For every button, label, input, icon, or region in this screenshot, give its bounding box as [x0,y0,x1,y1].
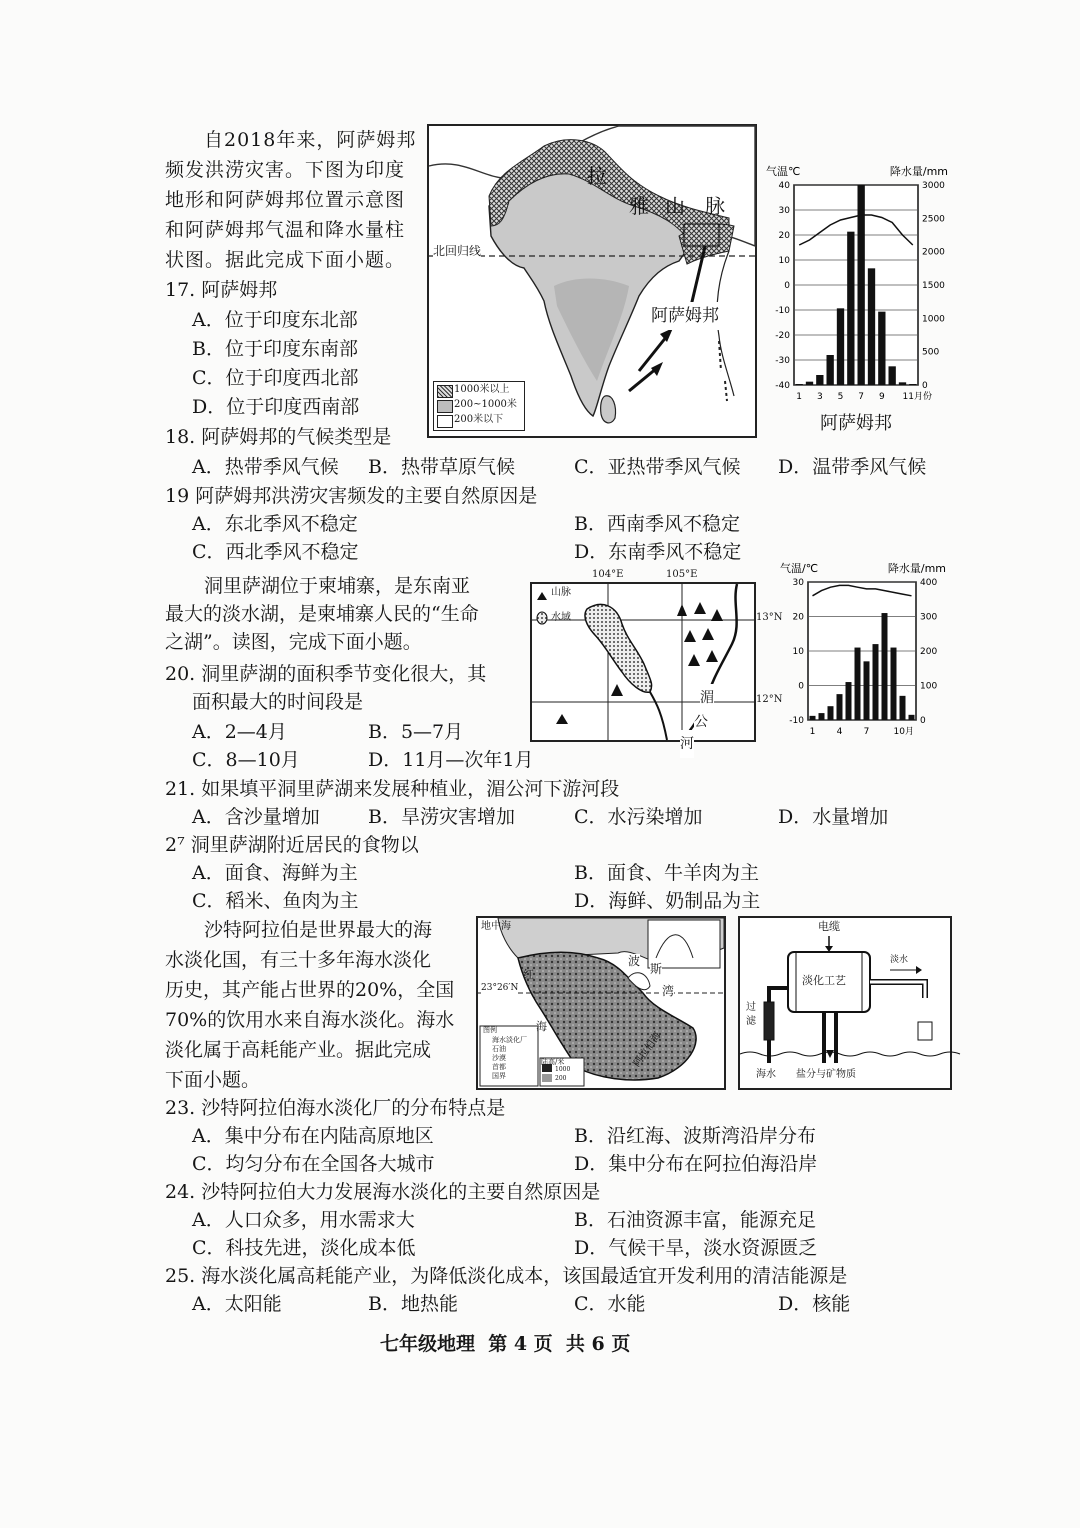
legend-label: 国界 [492,1072,506,1080]
sea-label: 波 [628,954,641,968]
legend-label: 海水淡化厂 [492,1036,527,1044]
precip-bar [873,644,879,720]
y-right-tick: 200 [920,647,938,657]
process-label: 淡化工艺 [802,974,846,987]
sea-label: 红 [523,968,534,981]
legend-title: 陆高/米 [541,1058,565,1066]
y-left-tick: 10 [778,256,790,266]
legend-label: 首都 [492,1063,506,1071]
question-stem: 19 阿萨姆邦洪涝灾害频发的主要自然原因是 [165,485,538,507]
y-left-label: 气温℃ [766,165,801,178]
question-stem: 2⁷ 洞里萨湖附近居民的食物以 [165,834,419,856]
option: B．面食、牛羊肉为主 [574,862,759,884]
y-right-tick: 100 [920,681,938,692]
option: A．含沙量增加 [192,806,320,828]
y-right-tick: 0 [920,716,926,726]
river-label: 河 [680,730,694,758]
y-right-tick: 500 [922,347,940,358]
y-left-tick: 20 [778,231,790,241]
intro-line: 频发洪涝灾害。下图为印度 [165,159,406,181]
option: A．2—4月 [192,721,287,743]
y-right-tick: 1000 [922,314,945,325]
precip-bar [909,715,915,720]
precip-bar [837,308,844,385]
x-tick: 7 [858,392,865,402]
legend-label: 石油 [492,1045,506,1053]
legend-label: 山脉 [551,587,571,598]
y-left-tick: 30 [778,206,790,216]
precip-bar [882,613,888,720]
question-stem: 23. 沙特阿拉伯海水淡化厂的分布特点是 [165,1097,506,1119]
longitude-label: 104°E [592,569,624,580]
sea-label: 海 [536,1020,547,1033]
y-left-label: 气温/℃ [780,562,819,575]
sea-label: 阿拉伯海 [631,1030,664,1070]
option: C．科技先进，淡化成本低 [192,1237,416,1259]
y-right-tick: 3000 [922,181,945,191]
legend-label: 200~1000米 [454,399,517,410]
precip-bar [796,384,803,385]
chart-caption: 阿萨姆邦 [820,413,892,434]
y-right-tick: 0 [922,381,928,391]
cambodia-climate-chart [770,560,960,746]
filter-label: 滤 [746,1016,756,1027]
legend-label: 1000 [555,1066,571,1073]
river-label: 湄 [700,684,714,712]
map-range-label: 雅 [629,194,649,218]
intro-line: 沙特阿拉伯是世界最大的海 [204,919,433,941]
option: C．西北季风不稳定 [192,541,359,563]
sea-label: 地中海 [481,921,511,932]
intro-line: 70%的饮用水来自海水淡化。海水 [165,1009,455,1031]
intro-line: 自2018年来，阿萨姆邦 [204,129,417,151]
y-right-tick: 2000 [922,247,945,258]
question-stem: 17. 阿萨姆邦 [165,279,278,301]
legend-label: 水域 [551,612,571,623]
assam-label: 阿萨姆邦 [651,302,719,330]
y-left-tick: -10 [789,716,804,726]
intro-line: 下面小题。 [165,1069,261,1091]
option: D．位于印度西南部 [192,396,360,418]
legend-low-swatch [437,415,453,428]
option: D．温带季风气候 [778,456,927,478]
y-left-tick: 0 [798,681,804,692]
precip-bar [846,682,852,720]
option: C．水污染增加 [574,806,703,828]
desalination-diagram [738,916,952,1090]
option: D．11月—次年1月 [368,749,534,771]
y-left-tick: -30 [775,356,790,366]
precip-bar [878,312,885,385]
legend-mid-swatch [437,400,453,413]
india-terrain-map [427,124,757,438]
intro-line: 洞里萨湖位于柬埔寨，是东南亚 [204,575,471,597]
precip-bar [909,384,916,385]
seawater-label: 海水 [756,1069,776,1080]
option: C．稻米、鱼肉为主 [192,890,359,912]
filter-label: 过 [746,1002,756,1013]
option: A．太阳能 [192,1293,282,1315]
option: D．海鲜、奶制品为主 [574,890,761,912]
option: A．东北季风不稳定 [192,513,358,535]
intro-line: 状图。据此完成下面小题。 [165,249,406,271]
y-left-tick: -10 [775,306,790,316]
question-stem: 21. 如果填平洞里萨湖来发展种植业，湄公河下游河段 [165,778,620,800]
y-left-tick: -20 [775,331,790,341]
option: B．位于印度东南部 [192,338,358,360]
salt-label: 盐分与矿物质 [796,1069,856,1080]
precip-bar [810,716,816,720]
option: B．热带草原气候 [368,456,515,478]
y-left-tick: 40 [778,181,790,191]
x-tick: 9 [878,392,885,402]
precip-bar [868,268,875,385]
map-range-label: 拉 [587,164,607,188]
option: C．均匀分布在全国各大城市 [192,1153,435,1175]
legend-label: 200米以下 [454,414,504,425]
precip-bar [806,382,813,385]
y-left-tick: 0 [784,281,790,291]
option: A．热带季风气候 [192,456,339,478]
assam-climate-chart [760,152,960,412]
latitude-label: 12°N [756,694,783,705]
cable-label: 电缆 [818,920,840,933]
option: A．集中分布在内陆高原地区 [192,1125,434,1147]
x-tick: 4 [836,727,843,737]
option: D．气候干旱，淡水资源匮乏 [574,1237,818,1259]
y-right-label: 降水量/mm [887,562,946,575]
y-left-tick: 20 [792,612,804,623]
precip-bar [899,382,906,385]
y-right-label: 降水量/mm [889,165,948,178]
question-stem: 25. 海水淡化属高耗能产业，为降低淡化成本，该国最适宜开发利用的清洁能源是 [165,1265,848,1287]
intro-line: 最大的淡水湖，是柬埔寨人民的“生命 [165,603,479,625]
precip-bar [891,648,897,720]
y-left-tick: -40 [775,381,790,391]
option: B．石油资源丰富，能源充足 [574,1209,816,1231]
y-right-tick: 1500 [922,281,945,291]
tropic-label: 23°26′N [481,983,519,993]
y-right-tick: 300 [920,612,938,623]
option: C．8—10月 [192,749,300,771]
option: D．集中分布在阿拉伯海沿岸 [574,1153,818,1175]
precip-bar [828,706,834,720]
precip-bar [864,661,870,720]
option: D．核能 [778,1293,851,1315]
precip-bar [819,713,825,720]
tonle-sap-map [530,582,756,752]
legend-title: 图例 [483,1026,497,1034]
question-stem: 20. 洞里萨湖的面积季节变化很大，其 [165,663,487,685]
legend-label: 1000米以上 [454,384,510,395]
question-stem: 18. 阿萨姆邦的气候类型是 [165,426,392,448]
question-stem-cont: 面积最大的时间段是 [192,691,364,713]
y-left-tick: 10 [792,647,804,657]
intro-line: 和阿萨姆邦气温和降水量柱 [165,219,406,241]
map-range-label: 脉 [705,194,725,218]
option: C．位于印度西北部 [192,367,359,389]
x-tick: 7 [863,727,870,737]
legend-label: 200 [555,1075,567,1082]
x-tick: 1 [809,727,816,737]
option: C．亚热带季风气候 [574,456,741,478]
latitude-label: 13°N [756,612,783,623]
river-label: 公 [694,708,708,736]
precip-bar [855,648,861,720]
sea-label: 湾 [662,984,675,998]
page-footer: 七年级地理 第 4 页 共 6 页 [380,1333,631,1355]
option: D．水量增加 [778,806,889,828]
option: B．地热能 [368,1293,458,1315]
intro-line: 历史，其产能占世界的20%，全国 [165,979,455,1001]
option: A．面食、海鲜为主 [192,862,358,884]
x-tick: 1 [796,392,803,402]
precip-bar [827,355,834,385]
precip-bar [816,375,823,385]
intro-line: 地形和阿萨姆邦位置示意图 [165,189,406,211]
intro-line: 水淡化国，有三十多年海水淡化 [165,949,432,971]
y-right-tick: 400 [920,578,938,588]
longitude-label: 105°E [666,569,698,580]
map-range-label: 山 [665,194,685,218]
x-tick: 5 [837,392,844,402]
question-stem: 24. 沙特阿拉伯大力发展海水淡化的主要自然原因是 [165,1181,601,1203]
option: A．人口众多，用水需求大 [192,1209,415,1231]
intro-line: 淡化属于高耗能产业。据此完成 [165,1039,432,1061]
option: B．沿红海、波斯湾沿岸分布 [574,1125,816,1147]
x-tick: 11月份 [902,392,932,402]
saudi-arabia-map [476,916,726,1090]
option: C．水能 [574,1293,646,1315]
option: B．旱涝灾害增加 [368,806,515,828]
option: B．5—7月 [368,721,464,743]
sea-label: 斯 [650,962,663,976]
tropic-label: 北回归线 [433,244,482,258]
map-legend [433,381,525,431]
y-left-tick: 30 [792,578,804,588]
y-right-tick: 2500 [922,214,945,225]
x-tick: 3 [816,392,823,402]
fresh-water-label: 淡水 [890,955,909,965]
precip-bar [889,366,896,385]
x-tick: 10月 [893,727,914,737]
precip-bar [900,696,906,720]
legend-high-swatch [437,385,453,398]
option: B．西南季风不稳定 [574,513,740,535]
legend-label: 沙漠 [492,1054,506,1062]
option: A．位于印度东北部 [192,309,358,331]
precip-bar [847,232,854,385]
precip-bar [837,694,843,720]
option: D．东南季风不稳定 [574,541,742,563]
intro-line: 之湖”。读图，完成下面小题。 [165,631,422,653]
